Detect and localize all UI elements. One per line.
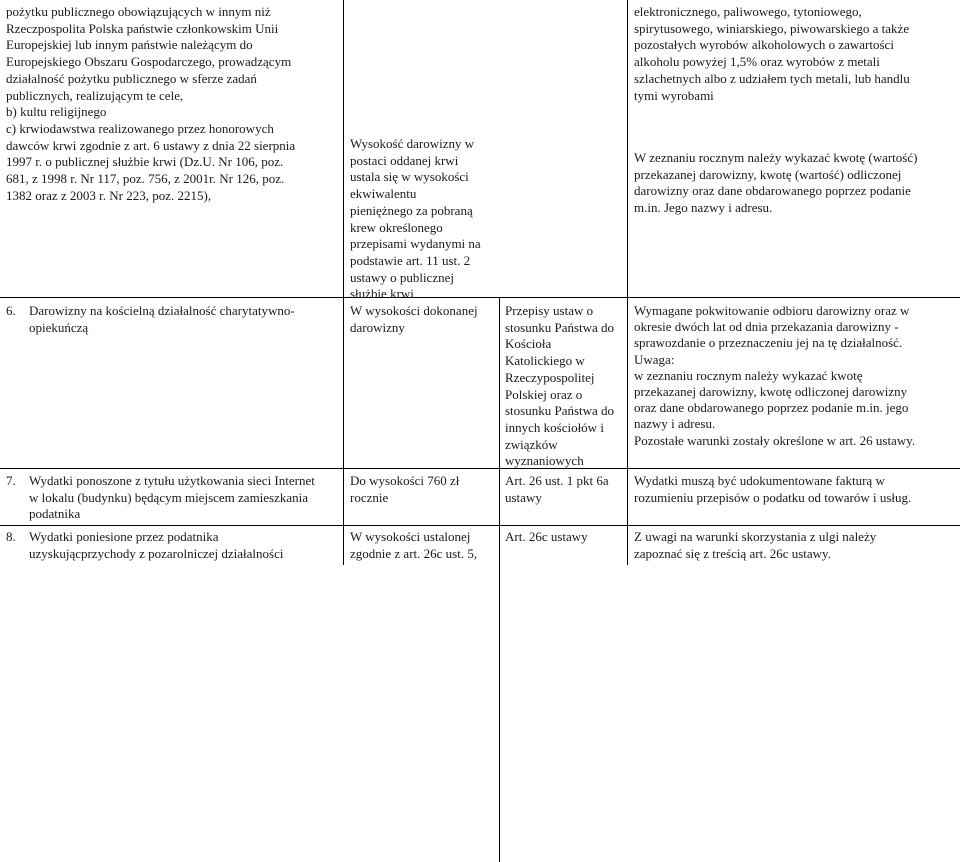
row-6-description: Darowizny na kościelną działalność charytatywno- opiekuńczą — [29, 303, 295, 335]
row-divider — [0, 525, 960, 526]
row-cont-conditions-note: W zeznaniu rocznym należy wykazać kwotę (wartość) przekazanej darowizny, kwotę (wartość) odliczonej darowizny oraz dane obdarowanego poprzez podanie m.in. Jego nazwy i adresu. — [634, 150, 918, 216]
row-8-limit: W wysokości ustalonej zgodnie z art. 26c ust. 5, — [350, 529, 478, 561]
row-6-limit: W wysokości dokonanej darowizny — [350, 303, 478, 335]
row-7-legal-basis: Art. 26 ust. 1 pkt 6a ustawy — [505, 473, 609, 505]
row-8-description: Wydatki poniesione przez podatnika uzyskującprzychody z pozarolniczej działalności — [29, 529, 284, 561]
row-8-legal-basis: Art. 26c ustawy — [505, 529, 588, 544]
row-number: 7. — [6, 473, 16, 488]
row-cont-conditions: elektronicznego, paliwowego, tytoniowego, spirytusowego, winiarskiego, piwowarskiego a także pozostałych wyrobów alkoholowych o zawartości alkoholu powyżej 1,5% oraz wyrobów z metali szlachetnych albo z udziałem tych metali, lub handlu tymi wyrobami — [634, 4, 910, 103]
row-6-legal-basis: Przepisy ustaw o stosunku Państwa do Kościoła Katolickiego w Rzeczypospolitej Polskiej oraz o stosunku Państwa do innych kościołów i związków wyznaniowych — [505, 303, 615, 469]
column-divider — [627, 0, 628, 565]
row-cont-description: pożytku publicznego obowiązujących w innym niż Rzeczpospolita Polska państwie członkowskim Unii Europejskiej lub innym państwie należącym do Europejskiego Obszaru Gospodarczego, prowadzącym działalność pożytku publicznego w sferze zadań publicznych, realizującym te cele, b) kultu religijnego c) krwiodawstwa realizowanego przez honorowych dawców krwi zgodnie z art. 6 ustawy z dnia 22 sierpnia 1997 r. o publicznej służbie krwi (Dz.U. Nr 106, poz. 681, z 1998 r. Nr 117, poz. 756, z 2001r. Nr 126, poz. 1382 oraz z 2003 r. Nr 223, poz. 2215), — [6, 4, 296, 203]
row-6-conditions: Wymagane pokwitowanie odbioru darowizny oraz w okresie dwóch lat od dnia przekazania darowizny - sprawozdanie o przeznaczeniu jej na tę działalność. Uwaga: w zeznaniu rocznym należy wykazać kwotę przekazanej darowizny, kwotę odliczonej darowizny oraz dane obdarowanego poprzez podanie m.in. jego nazwy i adresu. Pozostałe warunki zostały określone w art. 26 ustawy. — [634, 303, 916, 448]
column-divider — [343, 0, 344, 565]
row-7-conditions: Wydatki muszą być udokumentowane fakturą w rozumieniu przepisów o podatku od towarów i usług. — [634, 473, 912, 505]
row-divider — [0, 468, 960, 469]
row-cont-limit: Wysokość darowizny w postaci oddanej krwi ustala się w wysokości ekwiwalentu pieniężnego za pobraną krew określonego przepisami wydanymi na podstawie art. 11 ust. 2 ustawy o publicznej służbie krwi — [350, 136, 481, 302]
row-7-limit: Do wysokości 760 zł rocznie — [350, 473, 460, 505]
row-7-description: Wydatki ponoszone z tytułu użytkowania sieci Internet w lokalu (budynku) będącym miejscem zamieszkania podatnika — [29, 473, 315, 522]
column-divider — [499, 297, 500, 862]
row-number: 6. — [6, 303, 16, 318]
row-number: 8. — [6, 529, 16, 544]
row-8-conditions: Z uwagi na warunki skorzystania z ulgi należy zapoznać się z treścią art. 26c ustawy. — [634, 529, 877, 561]
